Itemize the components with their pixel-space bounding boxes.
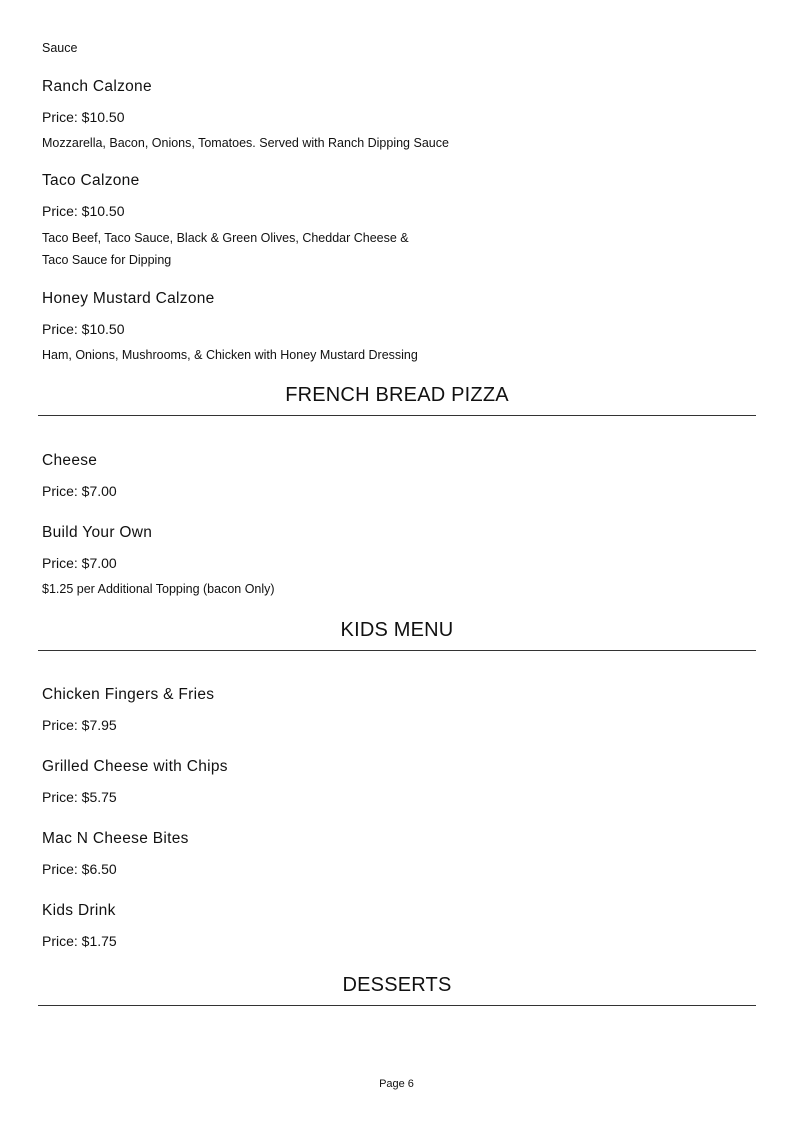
menu-item-name: Kids Drink (42, 902, 116, 919)
menu-item-price: Price: $10.50 (42, 321, 125, 337)
menu-item-price: Price: $7.95 (42, 717, 117, 733)
menu-item-price: Price: $7.00 (42, 555, 117, 571)
menu-item-name: Honey Mustard Calzone (42, 290, 215, 307)
section-divider (38, 415, 756, 416)
menu-item-description: Taco Sauce for Dipping (42, 253, 172, 267)
menu-item-name: Cheese (42, 452, 98, 469)
menu-item-description: $1.25 per Additional Topping (bacon Only) (42, 582, 275, 596)
menu-item-price: Price: $1.75 (42, 933, 117, 949)
menu-item-price: Price: $10.50 (42, 203, 125, 219)
menu-item-price: Price: $5.75 (42, 789, 117, 805)
section-title-french-bread-pizza: FRENCH BREAD PIZZA (285, 384, 509, 406)
page-number: Page 6 (379, 1078, 414, 1090)
menu-item-name: Chicken Fingers & Fries (42, 686, 215, 703)
menu-item-price: Price: $7.00 (42, 483, 117, 499)
menu-item-name: Taco Calzone (42, 172, 140, 189)
section-divider (38, 1005, 756, 1006)
menu-item-price: Price: $6.50 (42, 861, 117, 877)
menu-item-description: Mozzarella, Bacon, Onions, Tomatoes. Served with Ranch Dipping Sauce (42, 136, 449, 150)
menu-item-description: Ham, Onions, Mushrooms, & Chicken with Honey Mustard Dressing (42, 348, 418, 362)
menu-item-name: Mac N Cheese Bites (42, 830, 189, 847)
section-divider (38, 650, 756, 651)
section-title-kids-menu: KIDS MENU (340, 619, 454, 641)
section-title-desserts: DESSERTS (342, 974, 452, 996)
menu-item-price: Price: $10.50 (42, 109, 125, 125)
continued-description: Sauce (42, 41, 78, 55)
menu-item-name: Ranch Calzone (42, 78, 152, 95)
menu-item-name: Grilled Cheese with Chips (42, 758, 228, 775)
menu-item-name: Build Your Own (42, 524, 153, 541)
menu-item-description: Taco Beef, Taco Sauce, Black & Green Olives, Cheddar Cheese & (42, 231, 409, 245)
